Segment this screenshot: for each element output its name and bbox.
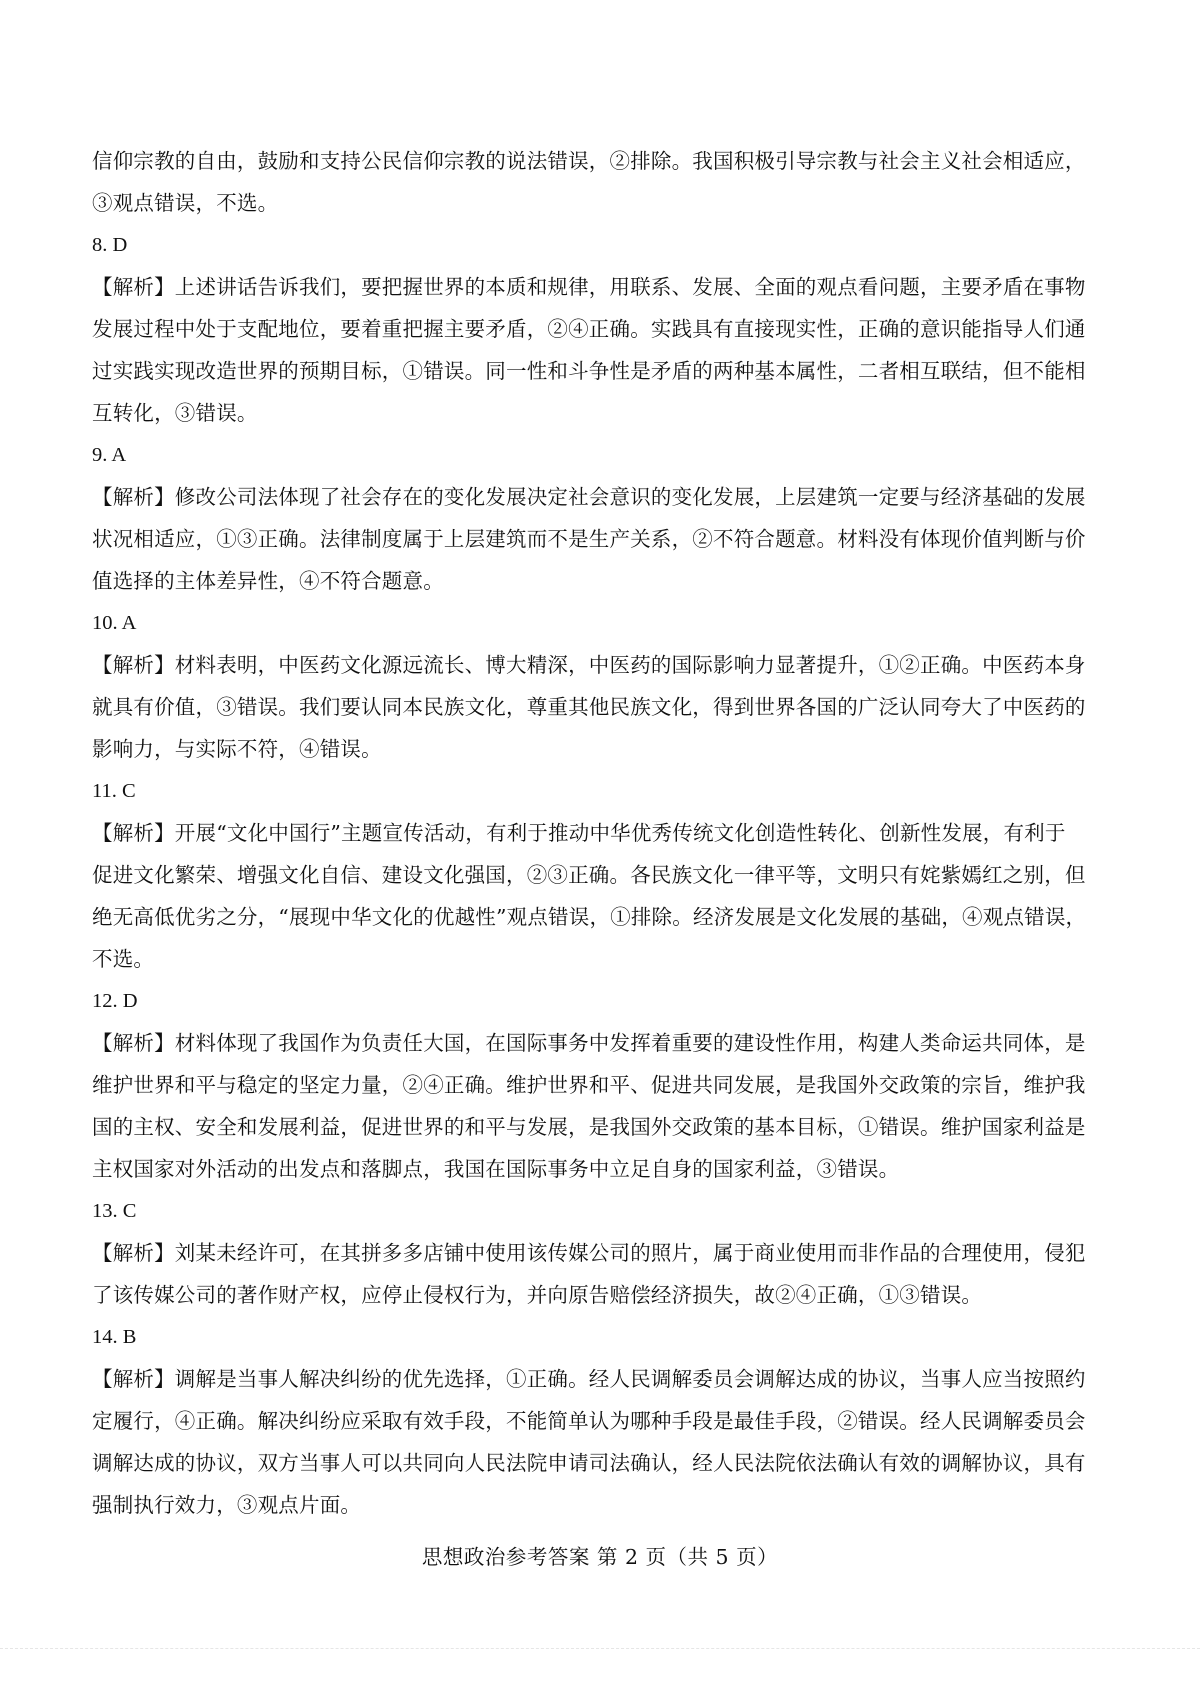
answer-block xyxy=(92,980,1110,1190)
explanation-line: ③观点错误，不选。 xyxy=(92,191,279,215)
page-footer: 思想政治参考答案 第 2 页（共 5 页） xyxy=(421,1545,779,1569)
explanation-line: 绝无高低优劣之分，“展现中华文化的优越性”观点错误，①排除。经济发展是文化发展的基础，④观点错误， xyxy=(92,905,1087,929)
question-answer: 8. D xyxy=(92,234,128,256)
answer-block xyxy=(92,1190,1110,1316)
answer-block xyxy=(92,602,1110,770)
question-answer: 9. A xyxy=(92,444,127,466)
explanation-line: 【解析】修改公司法体现了社会存在的变化发展决定社会意识的变化发展，上层建筑一定要与经济基础的发展 xyxy=(92,485,1086,509)
answer-block xyxy=(92,1316,1110,1526)
question-answer: 12. D xyxy=(92,990,138,1012)
answer-block xyxy=(92,434,1110,602)
explanation-line: 促进文化繁荣、增强文化自信、建设文化强国，②③正确。各民族文化一律平等，文明只有姹紫嫣红之别，但 xyxy=(92,863,1086,887)
explanation-line: 【解析】材料表明，中医药文化源远流长、博大精深，中医药的国际影响力显著提升，①②正确。中医药本身 xyxy=(92,653,1086,677)
explanation-line: 互转化，③错误。 xyxy=(92,401,258,425)
explanation-line: 【解析】上述讲话告诉我们，要把握世界的本质和规律，用联系、发展、全面的观点看问题，主要矛盾在事物 xyxy=(92,275,1086,299)
explanation-line: 【解析】刘某未经许可，在其拼多多店铺中使用该传媒公司的照片，属于商业使用而非作品的合理使用，侵犯 xyxy=(92,1241,1086,1265)
explanation-line: 强制执行效力，③观点片面。 xyxy=(92,1493,362,1517)
explanation-line: 发展过程中处于支配地位，要着重把握主要矛盾，②④正确。实践具有直接现实性，正确的意识能指导人们通 xyxy=(92,317,1086,341)
answer-block xyxy=(92,224,1110,434)
bottom-divider xyxy=(0,1648,1200,1650)
question-answer: 11. C xyxy=(92,780,136,802)
explanation-line: 【解析】材料体现了我国作为负责任大国，在国际事务中发挥着重要的建设性作用，构建人类命运共同体，是 xyxy=(92,1031,1086,1055)
answer-block xyxy=(92,140,1110,224)
question-answer: 13. C xyxy=(92,1200,137,1222)
explanation-line: 了该传媒公司的著作财产权，应停止侵权行为，并向原告赔偿经济损失，故②④正确，①③错误。 xyxy=(92,1283,983,1307)
explanation-line: 状况相适应，①③正确。法律制度属于上层建筑而不是生产关系，②不符合题意。材料没有体现价值判断与价 xyxy=(92,527,1086,551)
explanation-line: 信仰宗教的自由，鼓励和支持公民信仰宗教的说法错误，②排除。我国积极引导宗教与社会主义社会相适应， xyxy=(92,149,1086,173)
answer-block xyxy=(92,770,1110,980)
question-answer: 10. A xyxy=(92,612,137,634)
explanation-line: 过实践实现改造世界的预期目标，①错误。同一性和斗争性是矛盾的两种基本属性，二者相互联结，但不能相 xyxy=(92,359,1086,383)
explanation-line: 影响力，与实际不符，④错误。 xyxy=(92,737,382,761)
explanation-line: 【解析】开展“文化中国行”主题宣传活动，有利于推动中华优秀传统文化创造性转化、创新性发展，有利于 xyxy=(92,821,1066,845)
explanation-line: 值选择的主体差异性，④不符合题意。 xyxy=(92,569,444,593)
question-answer: 14. B xyxy=(92,1326,137,1348)
answer-content xyxy=(92,140,1110,1526)
explanation-line: 【解析】调解是当事人解决纠纷的优先选择，①正确。经人民调解委员会调解达成的协议，当事人应当按照约 xyxy=(92,1367,1086,1391)
explanation-line: 调解达成的协议，双方当事人可以共同向人民法院申请司法确认，经人民法院依法确认有效的调解协议，具有 xyxy=(92,1451,1086,1475)
explanation-line: 定履行，④正确。解决纠纷应采取有效手段，不能简单认为哪种手段是最佳手段，②错误。经人民调解委员会 xyxy=(92,1409,1086,1433)
explanation-line: 就具有价值，③错误。我们要认同本民族文化，尊重其他民族文化，得到世界各国的广泛认同夸大了中医药的 xyxy=(92,695,1086,719)
explanation-line: 不选。 xyxy=(92,947,155,971)
explanation-line: 维护世界和平与稳定的坚定力量，②④正确。维护世界和平、促进共同发展，是我国外交政策的宗旨，维护我 xyxy=(92,1073,1086,1097)
explanation-line: 国的主权、安全和发展利益，促进世界的和平与发展，是我国外交政策的基本目标，①错误。维护国家利益是 xyxy=(92,1115,1086,1139)
explanation-line: 主权国家对外活动的出发点和落脚点，我国在国际事务中立足自身的国家利益，③错误。 xyxy=(92,1157,900,1181)
